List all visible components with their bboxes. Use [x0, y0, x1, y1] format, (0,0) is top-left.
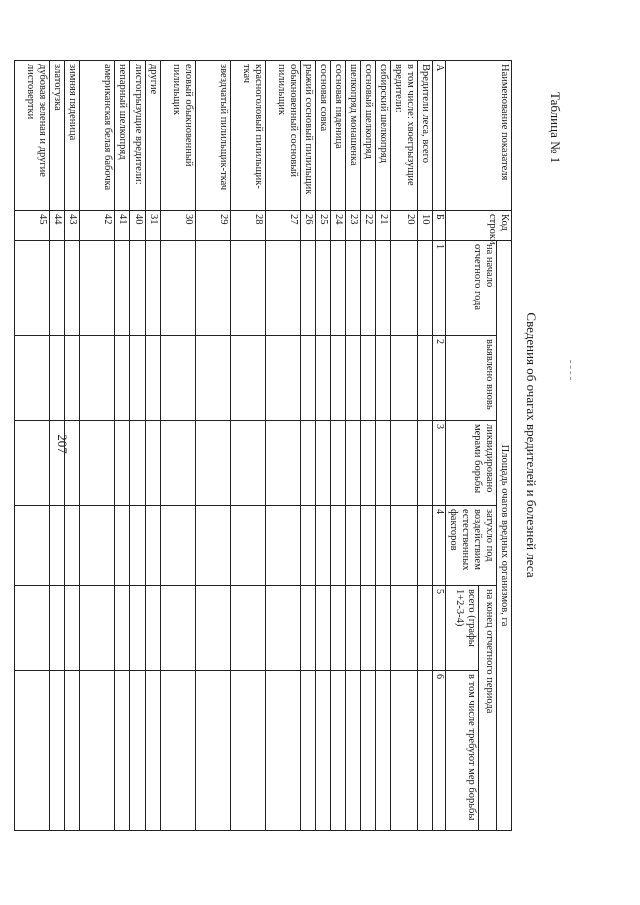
empty-cell [230, 671, 265, 831]
empty-cell [418, 336, 433, 421]
empty-cell [330, 671, 345, 831]
row-code: 40 [130, 211, 145, 241]
empty-cell [330, 506, 345, 586]
row-name: непарный шелкопряд [115, 61, 130, 211]
empty-cell [315, 506, 330, 586]
empty-cell [15, 336, 50, 421]
pen-mark [570, 360, 581, 380]
empty-cell [80, 506, 115, 586]
empty-cell [15, 241, 50, 336]
row-name: златогузка [50, 61, 65, 211]
empty-cell [300, 506, 315, 586]
empty-cell [360, 586, 375, 671]
empty-cell [65, 671, 80, 831]
empty-cell [195, 586, 230, 671]
empty-cell [315, 421, 330, 506]
header-area-group: Площадь очагов вредных организмов, га [496, 241, 511, 831]
empty-cell [375, 241, 390, 336]
row-name: красноголовый пилильщик-ткач [230, 61, 265, 211]
row-code: 24 [330, 211, 345, 241]
column-number: 1 [433, 241, 446, 336]
row-code: 41 [115, 211, 130, 241]
empty-cell [230, 421, 265, 506]
empty-cell [115, 421, 130, 506]
empty-cell [360, 421, 375, 506]
table-title: Сведения об очагах вредителей и болезней леса [524, 312, 539, 578]
empty-cell [418, 671, 433, 831]
empty-cell [145, 586, 160, 671]
empty-cell [115, 336, 130, 421]
empty-cell [80, 671, 115, 831]
empty-cell [418, 586, 433, 671]
table-row [65, 61, 80, 831]
row-code: 10 [418, 211, 433, 241]
row-name: американская белая бабочка [80, 61, 115, 211]
empty-cell [15, 506, 50, 586]
empty-cell [130, 506, 145, 586]
empty-cell [130, 421, 145, 506]
empty-cell [195, 241, 230, 336]
empty-cell [330, 336, 345, 421]
empty-cell [50, 336, 65, 421]
table-row [80, 61, 115, 831]
table-label: Таблица № 1 [548, 92, 563, 164]
empty-cell [160, 241, 195, 336]
empty-cell [391, 506, 418, 586]
table-row [130, 61, 145, 831]
empty-cell [115, 506, 130, 586]
row-code: 29 [195, 211, 230, 241]
header-code: Код строки [445, 211, 511, 241]
empty-cell [195, 671, 230, 831]
empty-cell [360, 241, 375, 336]
empty-cell [265, 336, 300, 421]
empty-cell [391, 421, 418, 506]
row-name: сосновая пяденица [330, 61, 345, 211]
empty-cell [195, 421, 230, 506]
table-row [391, 61, 418, 831]
empty-cell [160, 671, 195, 831]
empty-cell [391, 241, 418, 336]
empty-cell [130, 671, 145, 831]
row-name: еловый обыкновенный пилильщик [160, 61, 195, 211]
empty-cell [418, 506, 433, 586]
table-row [50, 61, 65, 831]
empty-cell [130, 241, 145, 336]
empty-cell [360, 506, 375, 586]
row-code: 31 [145, 211, 160, 241]
empty-cell [160, 586, 195, 671]
empty-cell [315, 241, 330, 336]
row-code: 30 [160, 211, 195, 241]
empty-cell [80, 586, 115, 671]
table-row [160, 61, 195, 831]
empty-cell [50, 506, 65, 586]
empty-cell [315, 671, 330, 831]
table-row [345, 61, 360, 831]
empty-cell [195, 506, 230, 586]
row-name: листогрызущие вредители: [130, 61, 145, 211]
header-new: выявлено вновь [445, 336, 496, 421]
empty-cell [145, 671, 160, 831]
row-name: обыкновенный сосновый пилильщик [265, 61, 300, 211]
empty-cell [115, 241, 130, 336]
empty-cell [375, 671, 390, 831]
row-name: звездчатый пилильщик-ткач [195, 61, 230, 211]
empty-cell [300, 586, 315, 671]
empty-cell [300, 336, 315, 421]
empty-cell [145, 336, 160, 421]
empty-cell [65, 336, 80, 421]
column-number: 2 [433, 336, 446, 421]
empty-cell [160, 336, 195, 421]
empty-cell [115, 586, 130, 671]
empty-cell [50, 586, 65, 671]
empty-cell [330, 241, 345, 336]
header-natural: затухло под воздействием естественных факторов [445, 506, 496, 586]
row-code: 20 [391, 211, 418, 241]
column-number: Б [433, 211, 446, 241]
table-row [418, 61, 433, 831]
empty-cell [391, 336, 418, 421]
empty-cell [265, 586, 300, 671]
row-code: 27 [265, 211, 300, 241]
empty-cell [50, 241, 65, 336]
header-end-group: на конец отчетного периода [478, 586, 496, 831]
column-number: 4 [433, 506, 446, 586]
empty-cell [360, 671, 375, 831]
table-row [375, 61, 390, 831]
row-name: зимняя пяденица [65, 61, 80, 211]
empty-cell [15, 671, 50, 831]
empty-cell [50, 421, 65, 506]
row-name: в том числе: хвоегрызущие вредители: [391, 61, 418, 211]
empty-cell [375, 586, 390, 671]
empty-cell [65, 586, 80, 671]
empty-cell [230, 506, 265, 586]
empty-cell [50, 671, 65, 831]
empty-cell [360, 336, 375, 421]
row-name: сосновая совка [315, 61, 330, 211]
header-liquidated: ликвидировано мерами борьбы [445, 421, 496, 506]
empty-cell [300, 671, 315, 831]
row-name: рыжий сосновый пилильщик [300, 61, 315, 211]
empty-cell [145, 241, 160, 336]
empty-cell [375, 336, 390, 421]
page-number: 207 [54, 434, 70, 454]
column-number: 3 [433, 421, 446, 506]
empty-cell [230, 336, 265, 421]
empty-cell [145, 506, 160, 586]
empty-cell [345, 421, 360, 506]
row-code: 23 [345, 211, 360, 241]
row-code: 43 [65, 211, 80, 241]
empty-cell [80, 241, 115, 336]
row-name: другие [145, 61, 160, 211]
row-code: 44 [50, 211, 65, 241]
row-name: Вредители леса, всего [418, 61, 433, 211]
empty-cell [80, 336, 115, 421]
empty-cell [375, 506, 390, 586]
row-code: 26 [300, 211, 315, 241]
empty-cell [345, 506, 360, 586]
empty-cell [315, 336, 330, 421]
empty-cell [391, 586, 418, 671]
column-number: 6 [433, 671, 446, 831]
empty-cell [418, 421, 433, 506]
empty-cell [265, 421, 300, 506]
row-code: 28 [230, 211, 265, 241]
empty-cell [65, 506, 80, 586]
empty-cell [230, 241, 265, 336]
empty-cell [15, 586, 50, 671]
row-code: 22 [360, 211, 375, 241]
row-name: шелкопряд монашенка [345, 61, 360, 211]
empty-cell [115, 671, 130, 831]
table-row [300, 61, 315, 831]
column-numbering-row [433, 61, 446, 831]
empty-cell [345, 586, 360, 671]
row-code: 25 [315, 211, 330, 241]
table-row [360, 61, 375, 831]
empty-cell [345, 336, 360, 421]
empty-cell [65, 241, 80, 336]
table-row [330, 61, 345, 831]
row-name: сибирский шелкопряд [375, 61, 390, 211]
column-number: А [433, 61, 446, 211]
empty-cell [65, 421, 80, 506]
table-row [115, 61, 130, 831]
empty-cell [330, 586, 345, 671]
empty-cell [145, 421, 160, 506]
row-code: 42 [80, 211, 115, 241]
empty-cell [300, 421, 315, 506]
empty-cell [391, 671, 418, 831]
empty-cell [315, 586, 330, 671]
header-start: на начало отчетного года [445, 241, 496, 336]
empty-cell [345, 241, 360, 336]
column-number: 5 [433, 586, 446, 671]
empty-cell [80, 421, 115, 506]
empty-cell [160, 506, 195, 586]
empty-cell [300, 241, 315, 336]
empty-cell [345, 671, 360, 831]
header-end-total: всего (графы 1+2-3-4) [445, 586, 478, 671]
empty-cell [418, 241, 433, 336]
table-row [315, 61, 330, 831]
empty-cell [230, 586, 265, 671]
row-name: дубовая зеленая и другие листовертки [15, 61, 50, 211]
empty-cell [195, 336, 230, 421]
empty-cell [330, 421, 345, 506]
table-row [195, 61, 230, 831]
header-name: Наименование показателя [445, 61, 511, 211]
table-row [265, 61, 300, 831]
empty-cell [265, 671, 300, 831]
empty-cell [130, 586, 145, 671]
row-code: 21 [375, 211, 390, 241]
empty-cell [15, 421, 50, 506]
table-row [230, 61, 265, 831]
table-row [145, 61, 160, 831]
row-name: сосновый шелкопряд [360, 61, 375, 211]
row-code: 45 [15, 211, 50, 241]
empty-cell [265, 506, 300, 586]
empty-cell [375, 421, 390, 506]
empty-cell [130, 336, 145, 421]
empty-cell [265, 241, 300, 336]
report-table [14, 60, 512, 831]
header-end-need: в том числе требуют мер борьбы [445, 671, 478, 831]
empty-cell [160, 421, 195, 506]
table-row [15, 61, 50, 831]
